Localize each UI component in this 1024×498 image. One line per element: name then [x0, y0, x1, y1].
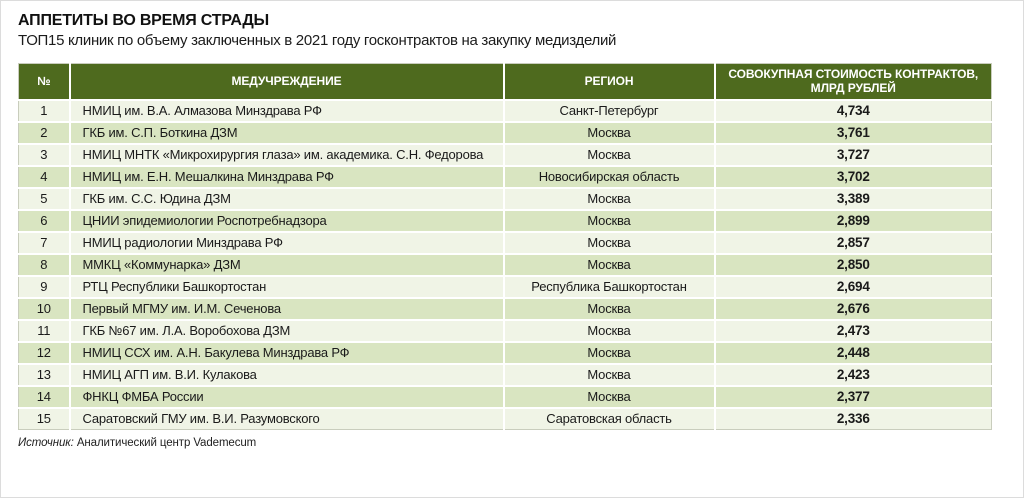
table-row [19, 232, 992, 254]
clinic-cell: РТЦ Республики Башкортостан [70, 276, 504, 298]
value-cell: 2,850 [715, 254, 992, 276]
clinic-cell: НМИЦ им. В.А. Алмазова Минздрава РФ [70, 100, 504, 122]
region-cell: Москва [504, 210, 715, 232]
clinic-cell: НМИЦ АГП им. В.И. Кулакова [70, 364, 504, 386]
rank-cell: 2 [19, 122, 70, 144]
table-row [19, 166, 992, 188]
value-cell: 3,389 [715, 188, 992, 210]
value-cell: 4,734 [715, 100, 992, 122]
clinic-cell: ГКБ им. С.С. Юдина ДЗМ [70, 188, 504, 210]
rank-cell: 5 [19, 188, 70, 210]
clinic-cell: НМИЦ им. Е.Н. Мешалкина Минздрава РФ [70, 166, 504, 188]
rank-cell: 1 [19, 100, 70, 122]
region-cell: Москва [504, 298, 715, 320]
clinics-ranking-table [18, 63, 992, 430]
clinic-cell: НМИЦ МНТК «Микрохирургия глаза» им. академика. С.Н. Федорова [70, 144, 504, 166]
value-cell: 3,761 [715, 122, 992, 144]
value-cell: 2,473 [715, 320, 992, 342]
region-cell: Москва [504, 320, 715, 342]
page-title: АППЕТИТЫ ВО ВРЕМЯ СТРАДЫ [18, 12, 269, 29]
column-header-region: РЕГИОН [504, 64, 715, 100]
value-cell: 2,448 [715, 342, 992, 364]
value-cell: 2,377 [715, 386, 992, 408]
region-cell: Москва [504, 342, 715, 364]
rank-cell: 9 [19, 276, 70, 298]
page-subtitle: ТОП15 клиник по объему заключенных в 2021 году госконтрактов на закупку медизделий [18, 32, 617, 49]
table-header-row [19, 64, 992, 100]
value-cell: 2,694 [715, 276, 992, 298]
clinic-cell: ГКБ им. С.П. Боткина ДЗМ [70, 122, 504, 144]
table-row [19, 210, 992, 232]
table-row [19, 342, 992, 364]
rank-cell: 13 [19, 364, 70, 386]
value-cell: 3,727 [715, 144, 992, 166]
clinic-cell: ЦНИИ эпидемиологии Роспотребнадзора [70, 210, 504, 232]
rank-cell: 6 [19, 210, 70, 232]
region-cell: Москва [504, 188, 715, 210]
column-header-rank: № [19, 64, 70, 100]
table-row [19, 276, 992, 298]
table-row [19, 320, 992, 342]
table-row [19, 364, 992, 386]
source-line [18, 437, 1006, 449]
table-row [19, 100, 992, 122]
table-row [19, 298, 992, 320]
rank-cell: 11 [19, 320, 70, 342]
region-cell: Новосибирская область [504, 166, 715, 188]
rank-cell: 14 [19, 386, 70, 408]
value-cell: 2,676 [715, 298, 992, 320]
clinic-cell: ММКЦ «Коммунарка» ДЗМ [70, 254, 504, 276]
region-cell: Санкт-Петербург [504, 100, 715, 122]
table-row [19, 408, 992, 430]
table-header [19, 64, 992, 100]
clinic-cell: ГКБ №67 им. Л.А. Воробохова ДЗМ [70, 320, 504, 342]
value-cell: 2,423 [715, 364, 992, 386]
region-cell: Москва [504, 254, 715, 276]
region-cell: Республика Башкортостан [504, 276, 715, 298]
value-cell: 2,857 [715, 232, 992, 254]
rank-cell: 8 [19, 254, 70, 276]
clinic-cell: НМИЦ радиологии Минздрава РФ [70, 232, 504, 254]
clinic-cell: НМИЦ ССХ им. А.Н. Бакулева Минздрава РФ [70, 342, 504, 364]
rank-cell: 12 [19, 342, 70, 364]
clinic-cell: Саратовский ГМУ им. В.И. Разумовского [70, 408, 504, 430]
region-cell: Москва [504, 144, 715, 166]
value-cell: 2,336 [715, 408, 992, 430]
region-cell: Москва [504, 232, 715, 254]
table-row [19, 188, 992, 210]
column-header-value: СОВОКУПНАЯ СТОИМОСТЬ КОНТРАКТОВ, МЛРД РУБЛЕЙ [715, 64, 992, 100]
column-header-clinic: МЕДУЧРЕЖДЕНИЕ [70, 64, 504, 100]
table-row [19, 144, 992, 166]
rank-cell: 10 [19, 298, 70, 320]
clinic-cell: Первый МГМУ им. И.М. Сеченова [70, 298, 504, 320]
table-row [19, 122, 992, 144]
table-row [19, 386, 992, 408]
region-cell: Саратовская область [504, 408, 715, 430]
value-cell: 2,899 [715, 210, 992, 232]
region-cell: Москва [504, 364, 715, 386]
clinic-cell: ФНКЦ ФМБА России [70, 386, 504, 408]
source-label: Источник: [18, 437, 74, 449]
rank-cell: 7 [19, 232, 70, 254]
source-text: Аналитический центр Vademecum [76, 437, 257, 449]
region-cell: Москва [504, 386, 715, 408]
value-cell: 3,702 [715, 166, 992, 188]
rank-cell: 4 [19, 166, 70, 188]
rank-cell: 3 [19, 144, 70, 166]
table-body [19, 100, 992, 430]
table-row [19, 254, 992, 276]
region-cell: Москва [504, 122, 715, 144]
rank-cell: 15 [19, 408, 70, 430]
